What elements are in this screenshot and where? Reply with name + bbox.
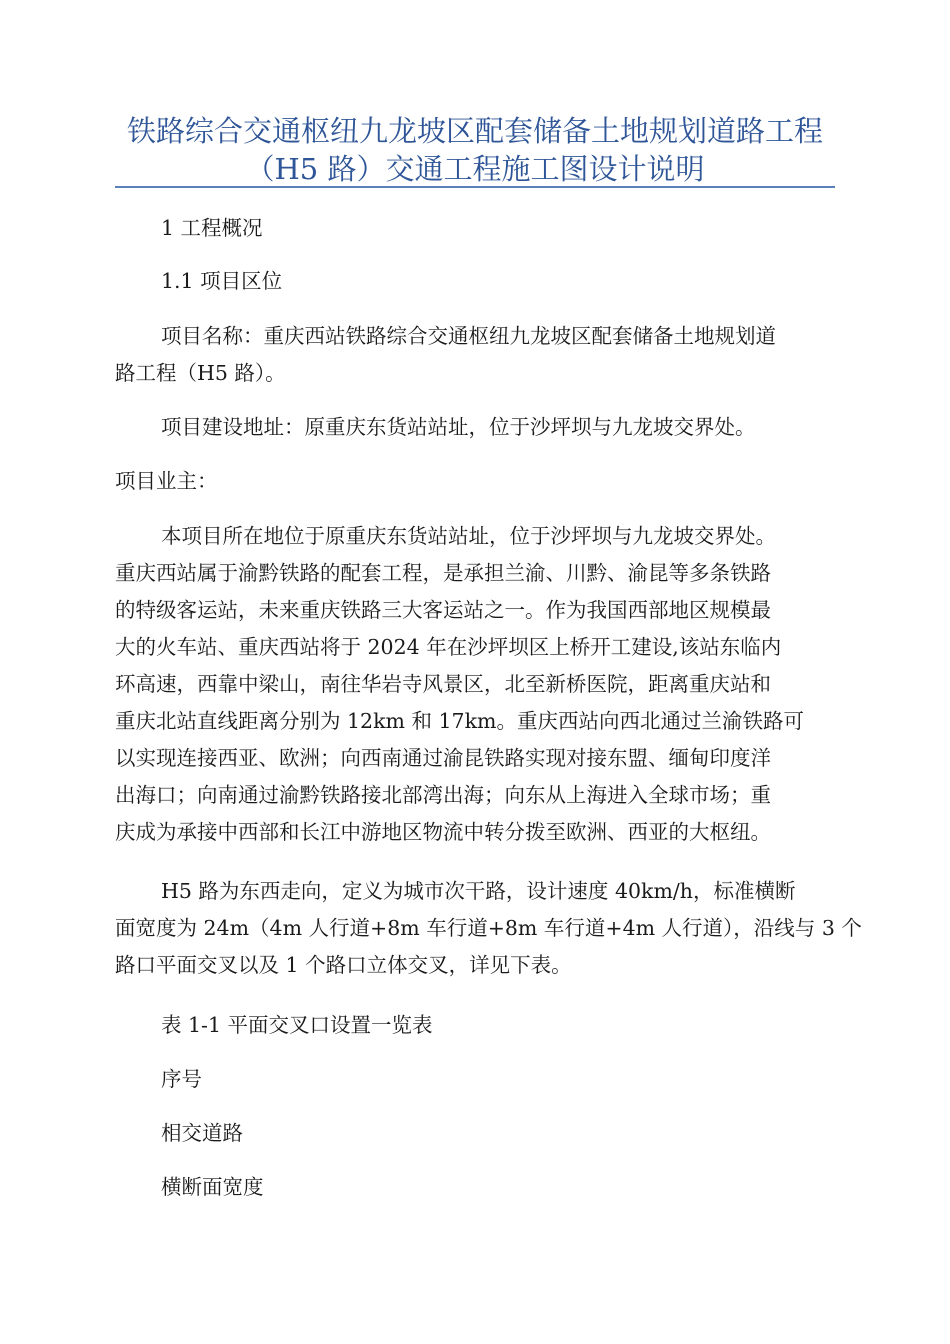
h5-road-line: H5 路为东西走向，定义为城市次干路，设计速度 40km/h，标准横断: [161, 879, 796, 903]
title-line-1: 铁路综合交通枢纽九龙坡区配套储备土地规划道路工程: [126, 114, 823, 148]
description-line: 大的火车站、重庆西站将于 2024 年在沙坪坝区上桥开工建设,该站东临内: [115, 635, 782, 659]
table-caption: 表 1-1 平面交叉口设置一览表: [161, 1013, 433, 1037]
table-header-index: 序号: [161, 1067, 202, 1091]
document-title: [115, 112, 835, 188]
description-line: 庆成为承接中西部和长江中游地区物流中转分拨至欧洲、西亚的大枢纽。: [115, 820, 771, 844]
project-name-line-1: 项目名称：重庆西站铁路综合交通枢纽九龙坡区配套储备土地规划道: [161, 324, 776, 348]
h5-road-line: 面宽度为 24m（4m 人行道+8m 车行道+8m 车行道+4m 人行道），沿线与 3 个: [115, 916, 862, 940]
project-owner: 项目业主：: [115, 469, 218, 493]
project-name-line-2: 路工程（H5 路）。: [115, 361, 286, 385]
section-heading: 1 工程概况: [161, 216, 263, 240]
description-line: 环高速，西靠中梁山，南往华岩寺风景区，北至新桥医院，距离重庆站和: [115, 672, 771, 696]
description-line: 重庆北站直线距离分别为 12km 和 17km。重庆西站向西北通过兰渝铁路可: [115, 709, 804, 733]
title-underline: [115, 186, 835, 188]
description-line: 本项目所在地位于原重庆东货站站址，位于沙坪坝与九龙坡交界处。: [161, 524, 776, 548]
description-line: 的特级客运站，未来重庆铁路三大客运站之一。作为我国西部地区规模最: [115, 598, 771, 622]
title-line-2: （H5 路）交通工程施工图设计说明: [245, 152, 705, 186]
description-line: 出海口；向南通过渝黔铁路接北部湾出海；向东从上海进入全球市场；重: [115, 783, 771, 807]
project-address: 项目建设地址：原重庆东货站站址，位于沙坪坝与九龙坡交界处。: [161, 415, 756, 439]
h5-road-line: 路口平面交叉以及 1 个路口立体交叉，详见下表。: [115, 953, 572, 977]
subsection-heading: 1.1 项目区位: [161, 269, 283, 293]
table-header-width: 横断面宽度: [161, 1175, 264, 1199]
description-line: 以实现连接西亚、欧洲；向西南通过渝昆铁路实现对接东盟、缅甸印度洋: [115, 746, 771, 770]
table-header-road: 相交道路: [161, 1121, 243, 1145]
description-line: 重庆西站属于渝黔铁路的配套工程，是承担兰渝、川黔、渝昆等多条铁路: [115, 561, 771, 585]
